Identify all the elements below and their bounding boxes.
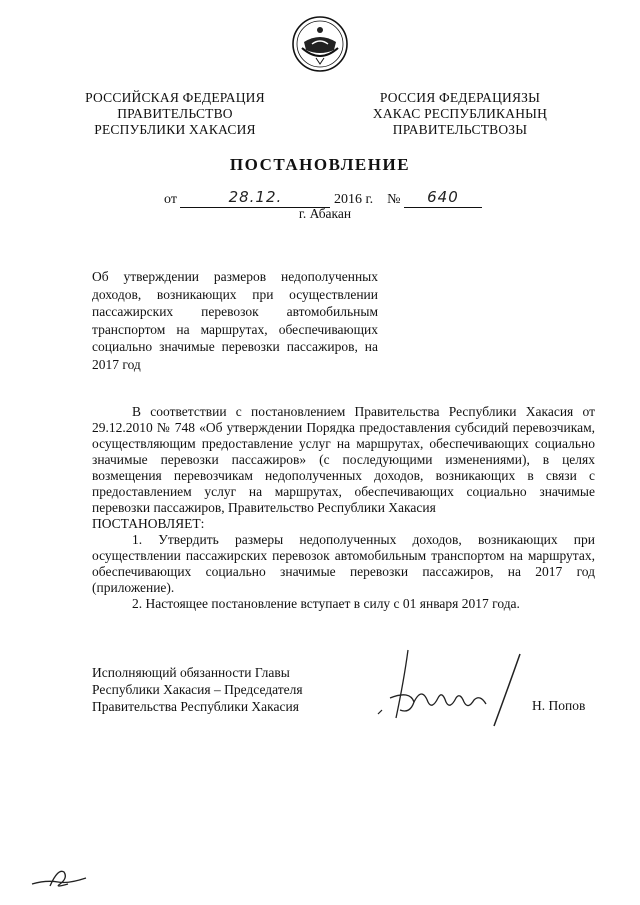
header-left-block	[80, 90, 270, 138]
signer-name: Н. Попов	[532, 698, 586, 713]
date-prefix: от	[164, 192, 177, 207]
document-body	[92, 404, 595, 612]
city-line: г. Абакан	[298, 206, 352, 221]
header-right-line: РОССИЯ ФЕДЕРАЦИЯЗЫ	[379, 90, 541, 105]
signatory-position	[92, 664, 352, 715]
document-title: ПОСТАНОВЛЕНИЕ	[229, 155, 411, 174]
item-2-paragraph: 2. Настоящее постановление вступает в силу с 01 января 2017 года.	[132, 596, 520, 611]
number-label: №	[387, 192, 401, 207]
date-number-row	[164, 188, 482, 208]
date-field	[180, 188, 330, 208]
header-right-line: ПРАВИТЕЛЬСТВОЗЫ	[392, 122, 528, 137]
date-handwritten: 28.12.	[228, 188, 283, 206]
decree-word: ПОСТАНОВЛЯЕТ:	[92, 516, 205, 531]
position-line: Республики Хакасия – Председателя	[92, 682, 303, 697]
preamble-paragraph: В соответствии с постановлением Правительства Республики Хакасия от 29.12.2010 № 748 «Об утверждении Порядка предоставления субсидий перевозчикам, осуществляющим предоставление услуг на маршрутах, обеспечивающих социально значимые перевозки пассажиров» (с последующими изменениями), в целях возмещения перевозчикам недополученных доходов, возникающих в связи с предоставлением услуг на маршрутах, обеспечивающих социально значимые перевозки пассажиров, Правительство Республики Хакасия	[92, 404, 595, 515]
header-right-line: ХАКАС РЕСПУБЛИКАНЫҢ	[372, 106, 548, 121]
number-field	[404, 188, 482, 208]
handwritten-initials-icon	[28, 862, 90, 892]
year-suffix: 2016 г.	[333, 192, 374, 207]
position-line: Правительства Республики Хакасия	[92, 699, 299, 714]
position-line: Исполняющий обязанности Главы	[92, 665, 290, 680]
item-1-paragraph: 1. Утвердить размеры недополученных доходов, возникающих при осуществлении пассажирских перевозок автомобильным транспортом на маршрутах, обеспечивающих социально значимые перевозки пассажиров, на 2017 год (приложение).	[92, 532, 595, 595]
header-left-line: РЕСПУБЛИКИ ХАКАСИЯ	[94, 122, 256, 137]
number-handwritten: 640	[427, 188, 459, 206]
coat-of-arms-icon	[290, 14, 350, 74]
document-subject: Об утверждении размеров недополученных доходов, возникающих при осуществлении пассажирских перевозок автомобильным транспортом на маршрутах, обеспечивающих социально значимые перевозки пассажиров, на 2017 год	[92, 269, 378, 372]
header-right-block	[360, 90, 560, 138]
header-left-line: ПРАВИТЕЛЬСТВО	[117, 106, 233, 121]
header-left-line: РОССИЙСКАЯ ФЕДЕРАЦИЯ	[85, 90, 265, 105]
handwritten-signature-icon	[370, 640, 530, 730]
